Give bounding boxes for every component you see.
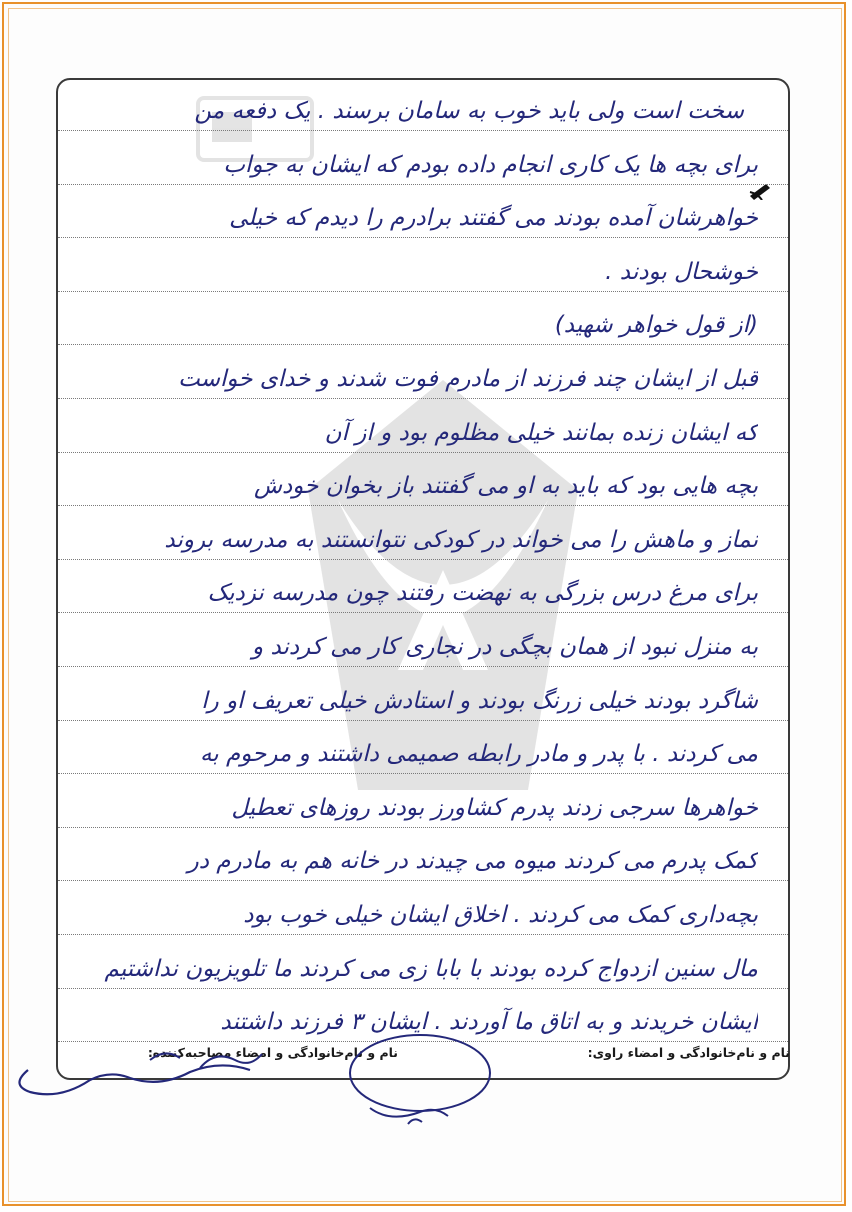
interviewer-signature-label: نام و نام‌خانوادگی و امضاء مصاحبه‌کننده:	[147, 1045, 398, 1060]
interview-sheet	[56, 78, 790, 1080]
handwritten-line: خواهرشان آمده بودند می گفتند برادرم را دیدم که خیلی	[229, 205, 758, 232]
handwritten-line: برای بچه ها یک کاری انجام داده بودم که ایشان به جواب	[223, 151, 758, 178]
handwritten-line: ایشان خریدند و به اتاق ما آوردند . ایشان ۳ فرزند داشتند	[220, 1009, 758, 1036]
handwritten-line: خوشحال بودند .	[605, 258, 758, 285]
handwritten-line: که ایشان زنده بمانند خیلی مظلوم بود و از آن	[324, 419, 758, 446]
interviewer-signature	[330, 1028, 500, 1128]
handwritten-line: (از قول خواهر شهید)	[554, 312, 758, 339]
handwritten-line: بچه‌داری کمک می کردند . اخلاق ایشان خیلی خوب بود	[243, 902, 758, 928]
handwritten-line: کمک پدرم می کردند میوه می چیدند در خانه هم به مادرم در	[187, 848, 758, 875]
handwritten-line: مال سنین ازدواج کرده بودند با بابا زی می کردند ما تلویزیون نداشتیم	[104, 955, 758, 982]
handwritten-line: قبل از ایشان چند فرزند از مادرم فوت شدند و خدای خواست	[178, 366, 758, 392]
handwritten-line: بچه هایی بود که باید به او می گفتند باز بخوان خودش	[253, 473, 758, 500]
handwritten-line: خواهرها سرجی زدند پدرم کشاورز بودند روزهای تعطیل	[231, 794, 758, 821]
handwritten-line: سخت است ولی باید خوب به سامان برسند . یک دفعه من	[194, 98, 744, 124]
handwritten-line: شاگرد بودند خیلی زرنگ بودند و استادش خیلی تعریف او را	[201, 687, 758, 714]
narrator-signature-label: نام و نام‌خانوادگی و امضاء راوی:	[587, 1045, 790, 1060]
handwritten-line: به منزل نبود از همان بچگی در نجاری کار می کردند و	[252, 634, 758, 660]
narrator-signature	[0, 1030, 290, 1110]
handwritten-line: نماز و ماهش را می خواند در کودکی نتوانستند به مدرسه بروند	[164, 526, 758, 553]
handwritten-line: برای مرغ درس بزرگی به نهضت رفتند چون مدرسه نزدیک	[207, 580, 758, 607]
handwritten-line: می کردند . با پدر و مادر رابطه صمیمی داشتند و مرحوم به	[199, 741, 758, 768]
